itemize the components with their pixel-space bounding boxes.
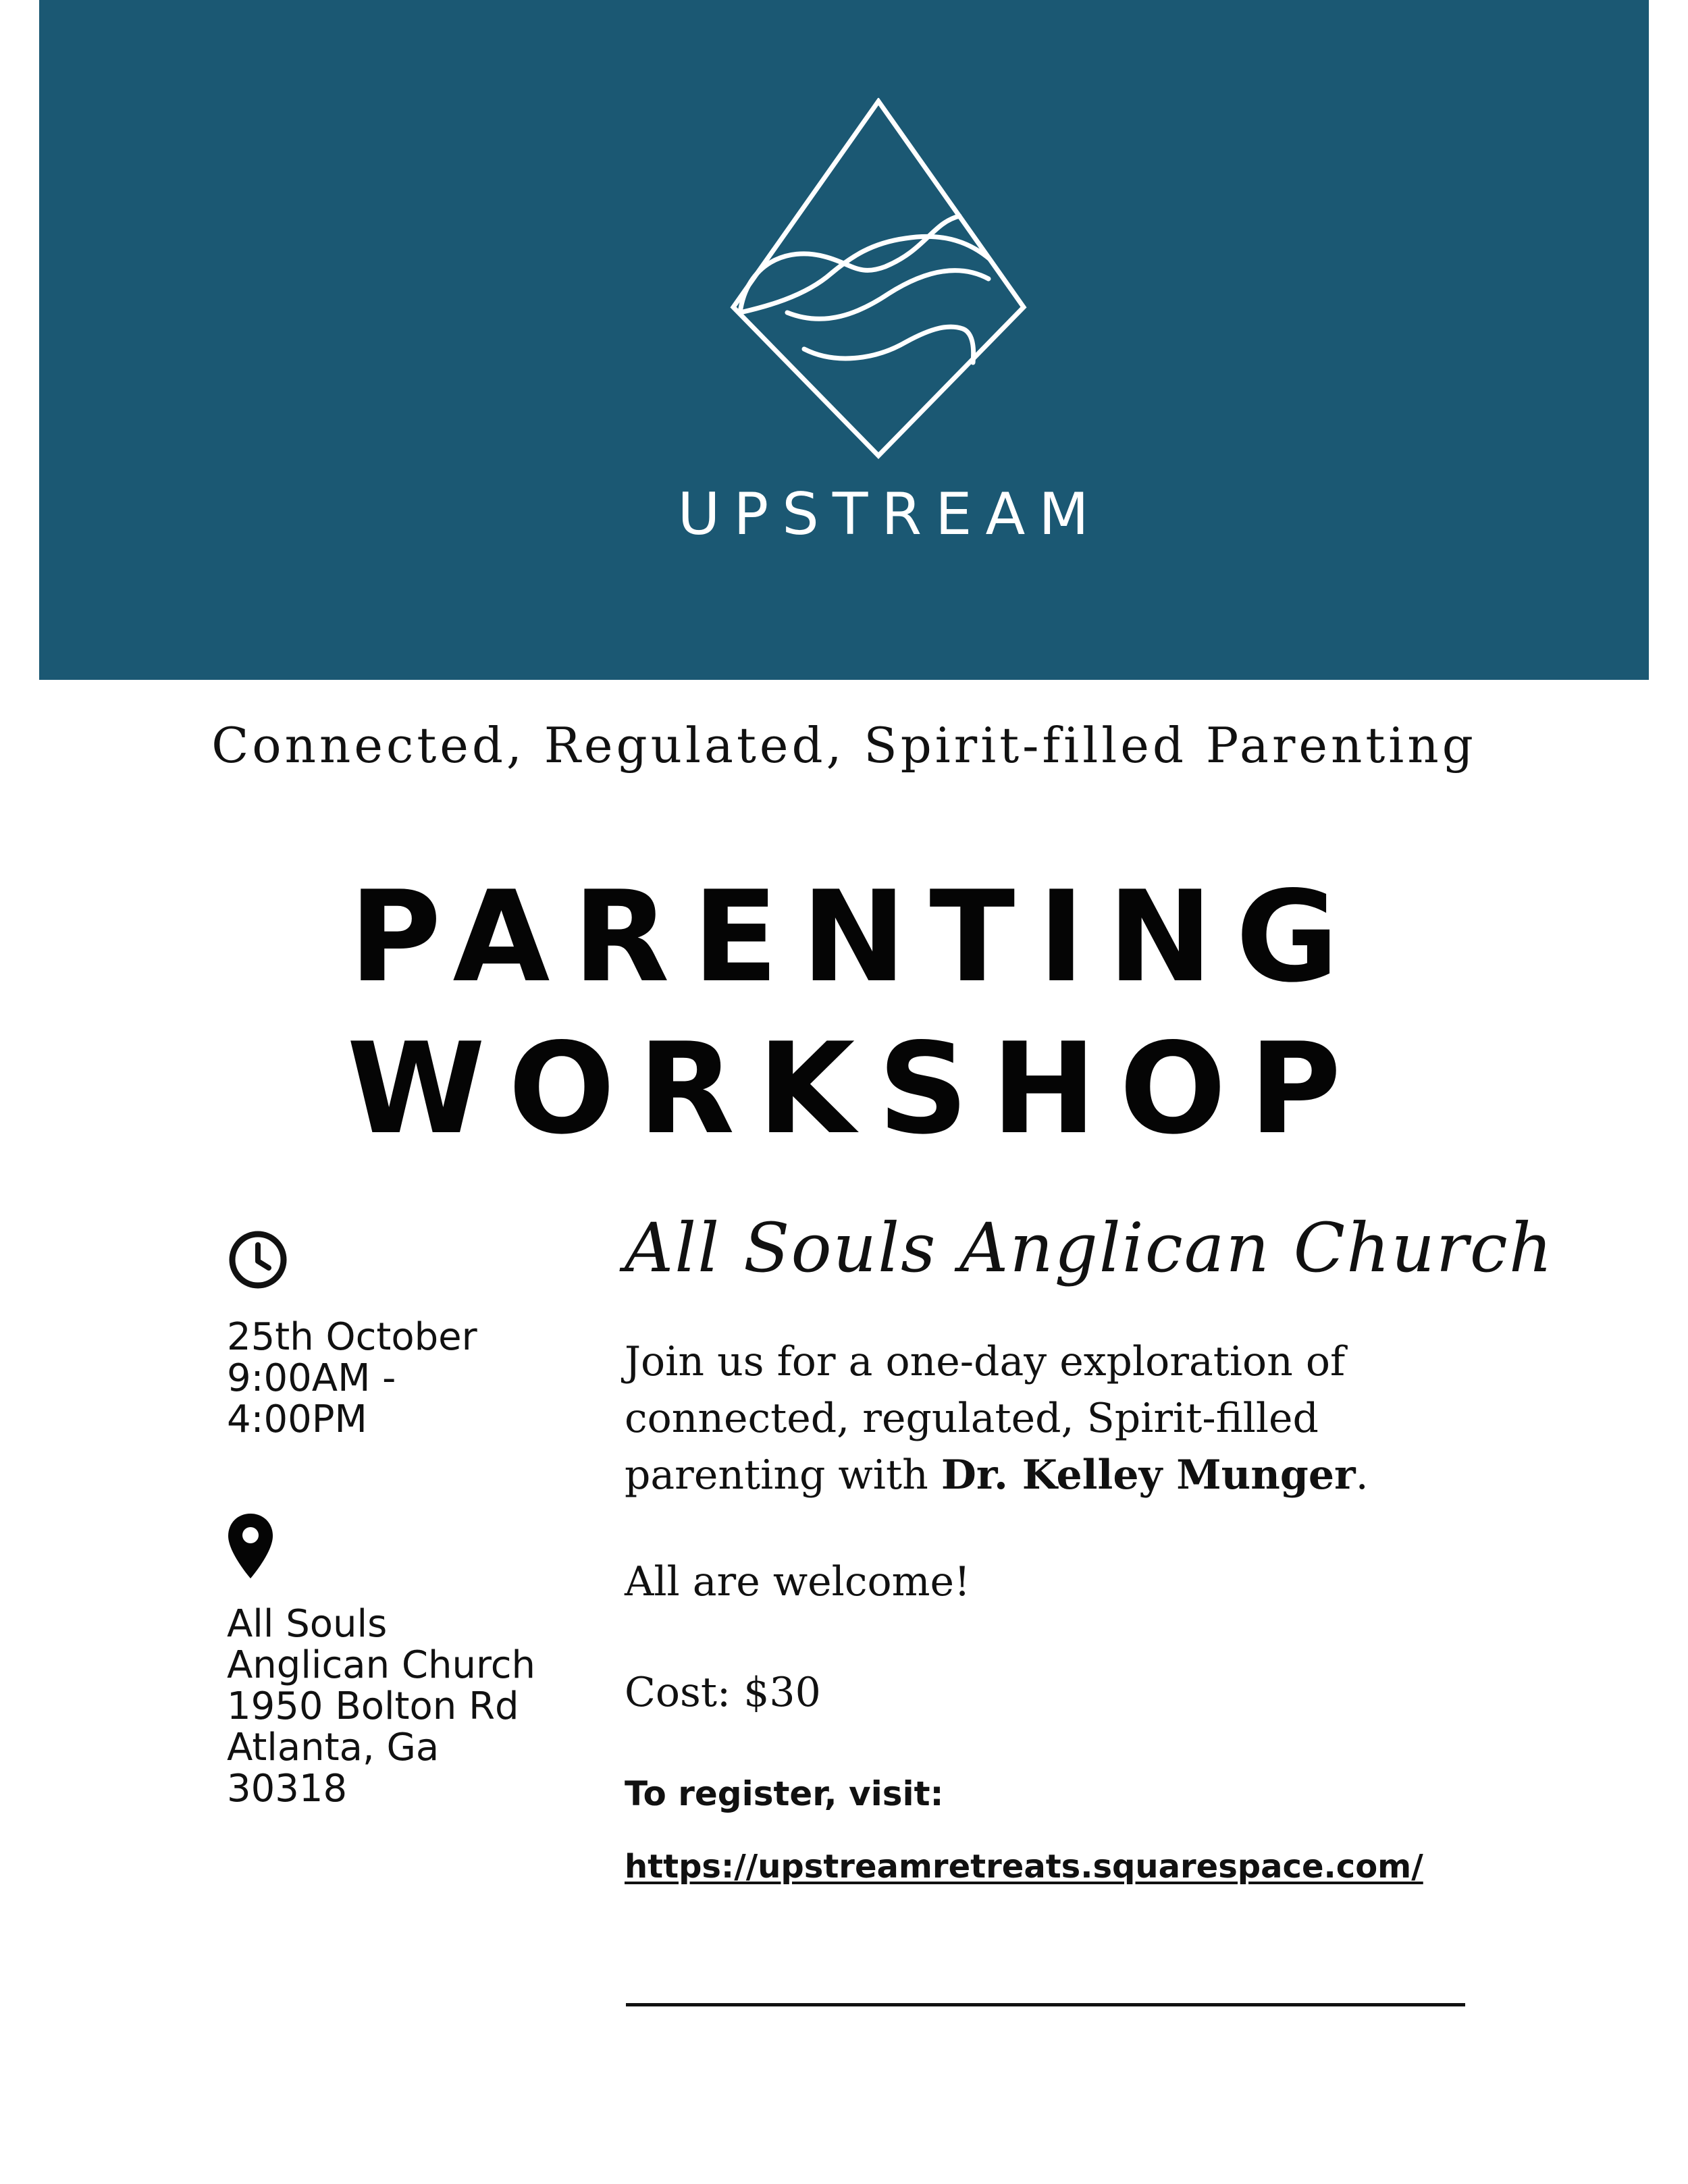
address-line: All Souls bbox=[227, 1602, 388, 1646]
event-time-start: 9:00AM - bbox=[227, 1356, 396, 1400]
address-line: Atlanta, Ga bbox=[227, 1726, 440, 1769]
welcome-text: All are welcome! bbox=[625, 1558, 971, 1605]
brand-name: UPSTREAM bbox=[677, 481, 1103, 548]
address-line: Anglican Church bbox=[227, 1643, 536, 1687]
event-description bbox=[625, 1333, 1502, 1503]
map-pin-icon bbox=[227, 1512, 274, 1580]
event-time-end: 4:00PM bbox=[227, 1397, 367, 1441]
description-suffix: . bbox=[1355, 1451, 1369, 1499]
event-date: 25th October bbox=[227, 1315, 477, 1359]
address-line: 30318 bbox=[227, 1767, 348, 1811]
description-line: Join us for a one-day exploration of bbox=[625, 1338, 1346, 1385]
description-prefix: parenting with bbox=[625, 1451, 941, 1499]
register-label: To register, visit: bbox=[625, 1774, 944, 1813]
description-line-with-speaker bbox=[625, 1447, 1502, 1503]
speaker-name: Dr. Kelley Munger bbox=[941, 1451, 1356, 1499]
description-line: connected, regulated, Spirit-filled bbox=[625, 1395, 1319, 1442]
tagline: Connected, Regulated, Spirit-filled Parenting bbox=[211, 717, 1477, 774]
address-block bbox=[227, 1603, 535, 1809]
wave-diamond-logo-icon bbox=[730, 98, 1027, 462]
title-line-1: PARENTING bbox=[349, 863, 1362, 1010]
title-line-2: WORKSHOP bbox=[346, 1015, 1365, 1162]
register-link[interactable]: https://upstreamretreats.squarespace.com/ bbox=[625, 1848, 1423, 1886]
address-line: 1950 Bolton Rd bbox=[227, 1684, 519, 1728]
clock-icon bbox=[227, 1229, 289, 1291]
cost-text: Cost: $30 bbox=[625, 1669, 821, 1716]
header-banner bbox=[39, 0, 1649, 680]
venue-heading: All Souls Anglican Church bbox=[625, 1208, 1554, 1287]
schedule-block bbox=[227, 1316, 477, 1440]
divider-line bbox=[626, 2003, 1465, 2006]
